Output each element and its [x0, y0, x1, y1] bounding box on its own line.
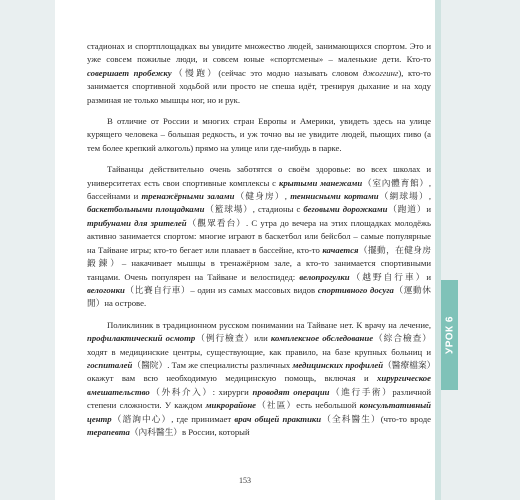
key-term: совершает пробежку [87, 67, 172, 78]
text-run: （醫院）. Там же специалисты различных [132, 359, 293, 370]
key-term: велогонки [87, 284, 125, 295]
text-run: Поликлиник в традиционном русском понимании на Тайване нет. К врачу на лечение, [107, 319, 431, 330]
text-run: （醫療檔案）окажут вам всю необходимую медицинскую помощь, включая и [87, 359, 431, 384]
text-run: （進行手術）различной степени сложности. У каждом [87, 386, 431, 411]
key-term: трибунами для зрителей [87, 217, 187, 228]
key-term: госпиталей [87, 359, 133, 370]
text-run: （網球場）, [378, 191, 432, 202]
key-term: тренажёрными залами [141, 191, 235, 202]
text-run: （運動休閒）на острове. [87, 284, 431, 309]
lesson-tab [441, 280, 458, 390]
key-term: профилактический осмотр [87, 333, 196, 344]
italic-word: джоггинг [362, 67, 399, 78]
text-run: （全科醫生）(что-то вроде [321, 413, 431, 424]
text-run: （擺動，在健身房鍛鍊）– накачивает мышцы в тренажёрном зале, а кто-то занимается спортивными танцами. Очень популярен на Тайване и велоспидед: [87, 244, 432, 282]
text-run: （健身房）, [234, 191, 291, 202]
key-term: медицинских профилей [292, 359, 384, 370]
key-term: качается [322, 244, 359, 255]
key-term: врач общей практики [234, 413, 322, 424]
key-term: крытыми манежами [278, 177, 363, 188]
key-term: микрорайоне [205, 400, 257, 411]
paragraph-3 [87, 163, 431, 310]
key-term: спортивного досуга [317, 284, 394, 295]
key-term: терапевта [87, 426, 130, 437]
paragraph-4 [87, 319, 431, 440]
key-term: баскетбольными площадками [87, 204, 205, 215]
key-term: хирургическое вмешательство [87, 373, 431, 397]
text-run: （籃球場）, стадионы с [204, 204, 304, 215]
text-run: （綜合檢查）ходят в медицинские центры, существующие, как правило, на базе крупных больниц и [87, 333, 431, 357]
text-run: （跑道）и [387, 204, 431, 215]
paragraph-2 [87, 115, 431, 155]
text-run: （比賽自行車）– один из самых массовых видов [124, 284, 318, 295]
page-number: 153 [239, 476, 251, 485]
text-run: （外科介入）: хирурги [149, 386, 253, 397]
text-run: стадионах и спортплощадках вы увидите множество людей, занимающихся спортом. Это и уже совсем пожилые люди, и совсем юные «спортсмены» – маленькие дети. Кто-то [87, 41, 431, 65]
text-run: （慢跑）(сейчас это модно называть словом [171, 67, 363, 78]
text-run: В отличие от России и многих стран Европы и Америки, увидеть здесь на улице курящего человека – большая редкость, и уж точно вы не увидите людей, пьющих пиво (а тем более крепкий алкоголь) прямо на улице или где-нибудь в парке. [87, 116, 431, 153]
text-run: （觀眾看台）. С утра до вечера на этих площадках молодёжь активно занимается спортом: многие играют в баскетбол или бейсбол – самые популярные на Тайване игры; кто-то бегает или плавает в бассейне, кто-то [87, 217, 431, 255]
book-page [55, 0, 435, 500]
lesson-tab-label: УРОК 6 [444, 316, 455, 354]
text-run: ), кто-то занимается спортивной ходьбой или просто не спеша идёт, тренируя дыхание и на ходу разминая не только мышцы ног, но и рук. [87, 67, 432, 105]
text-run: （社區）есть небольшой [256, 400, 360, 411]
paragraph-1 [87, 40, 431, 107]
text-run: （例行檢查）или [195, 333, 271, 344]
key-term: комплексное обследование [270, 333, 374, 344]
key-term: беговыми дорожками [303, 204, 388, 215]
text-run: （諮詢中心）, где принимает [111, 413, 235, 424]
key-term: велопрогулки [299, 271, 350, 282]
key-term: теннисными кортами [290, 191, 379, 202]
page-content [87, 40, 431, 439]
key-term: консультативный центр [87, 400, 431, 424]
text-run: （室內體育館）, бассейнами и [87, 177, 432, 202]
key-term: проводят операции [252, 386, 330, 397]
text-run: Тайванцы действительно очень заботятся о своём здоровье: во всех школах и университетах есть свои спортивные комплексы с [87, 164, 431, 188]
text-run: （內科醫生）в России, который [129, 426, 250, 437]
text-run: （越野自行車）и [349, 271, 431, 282]
side-band [435, 0, 441, 500]
